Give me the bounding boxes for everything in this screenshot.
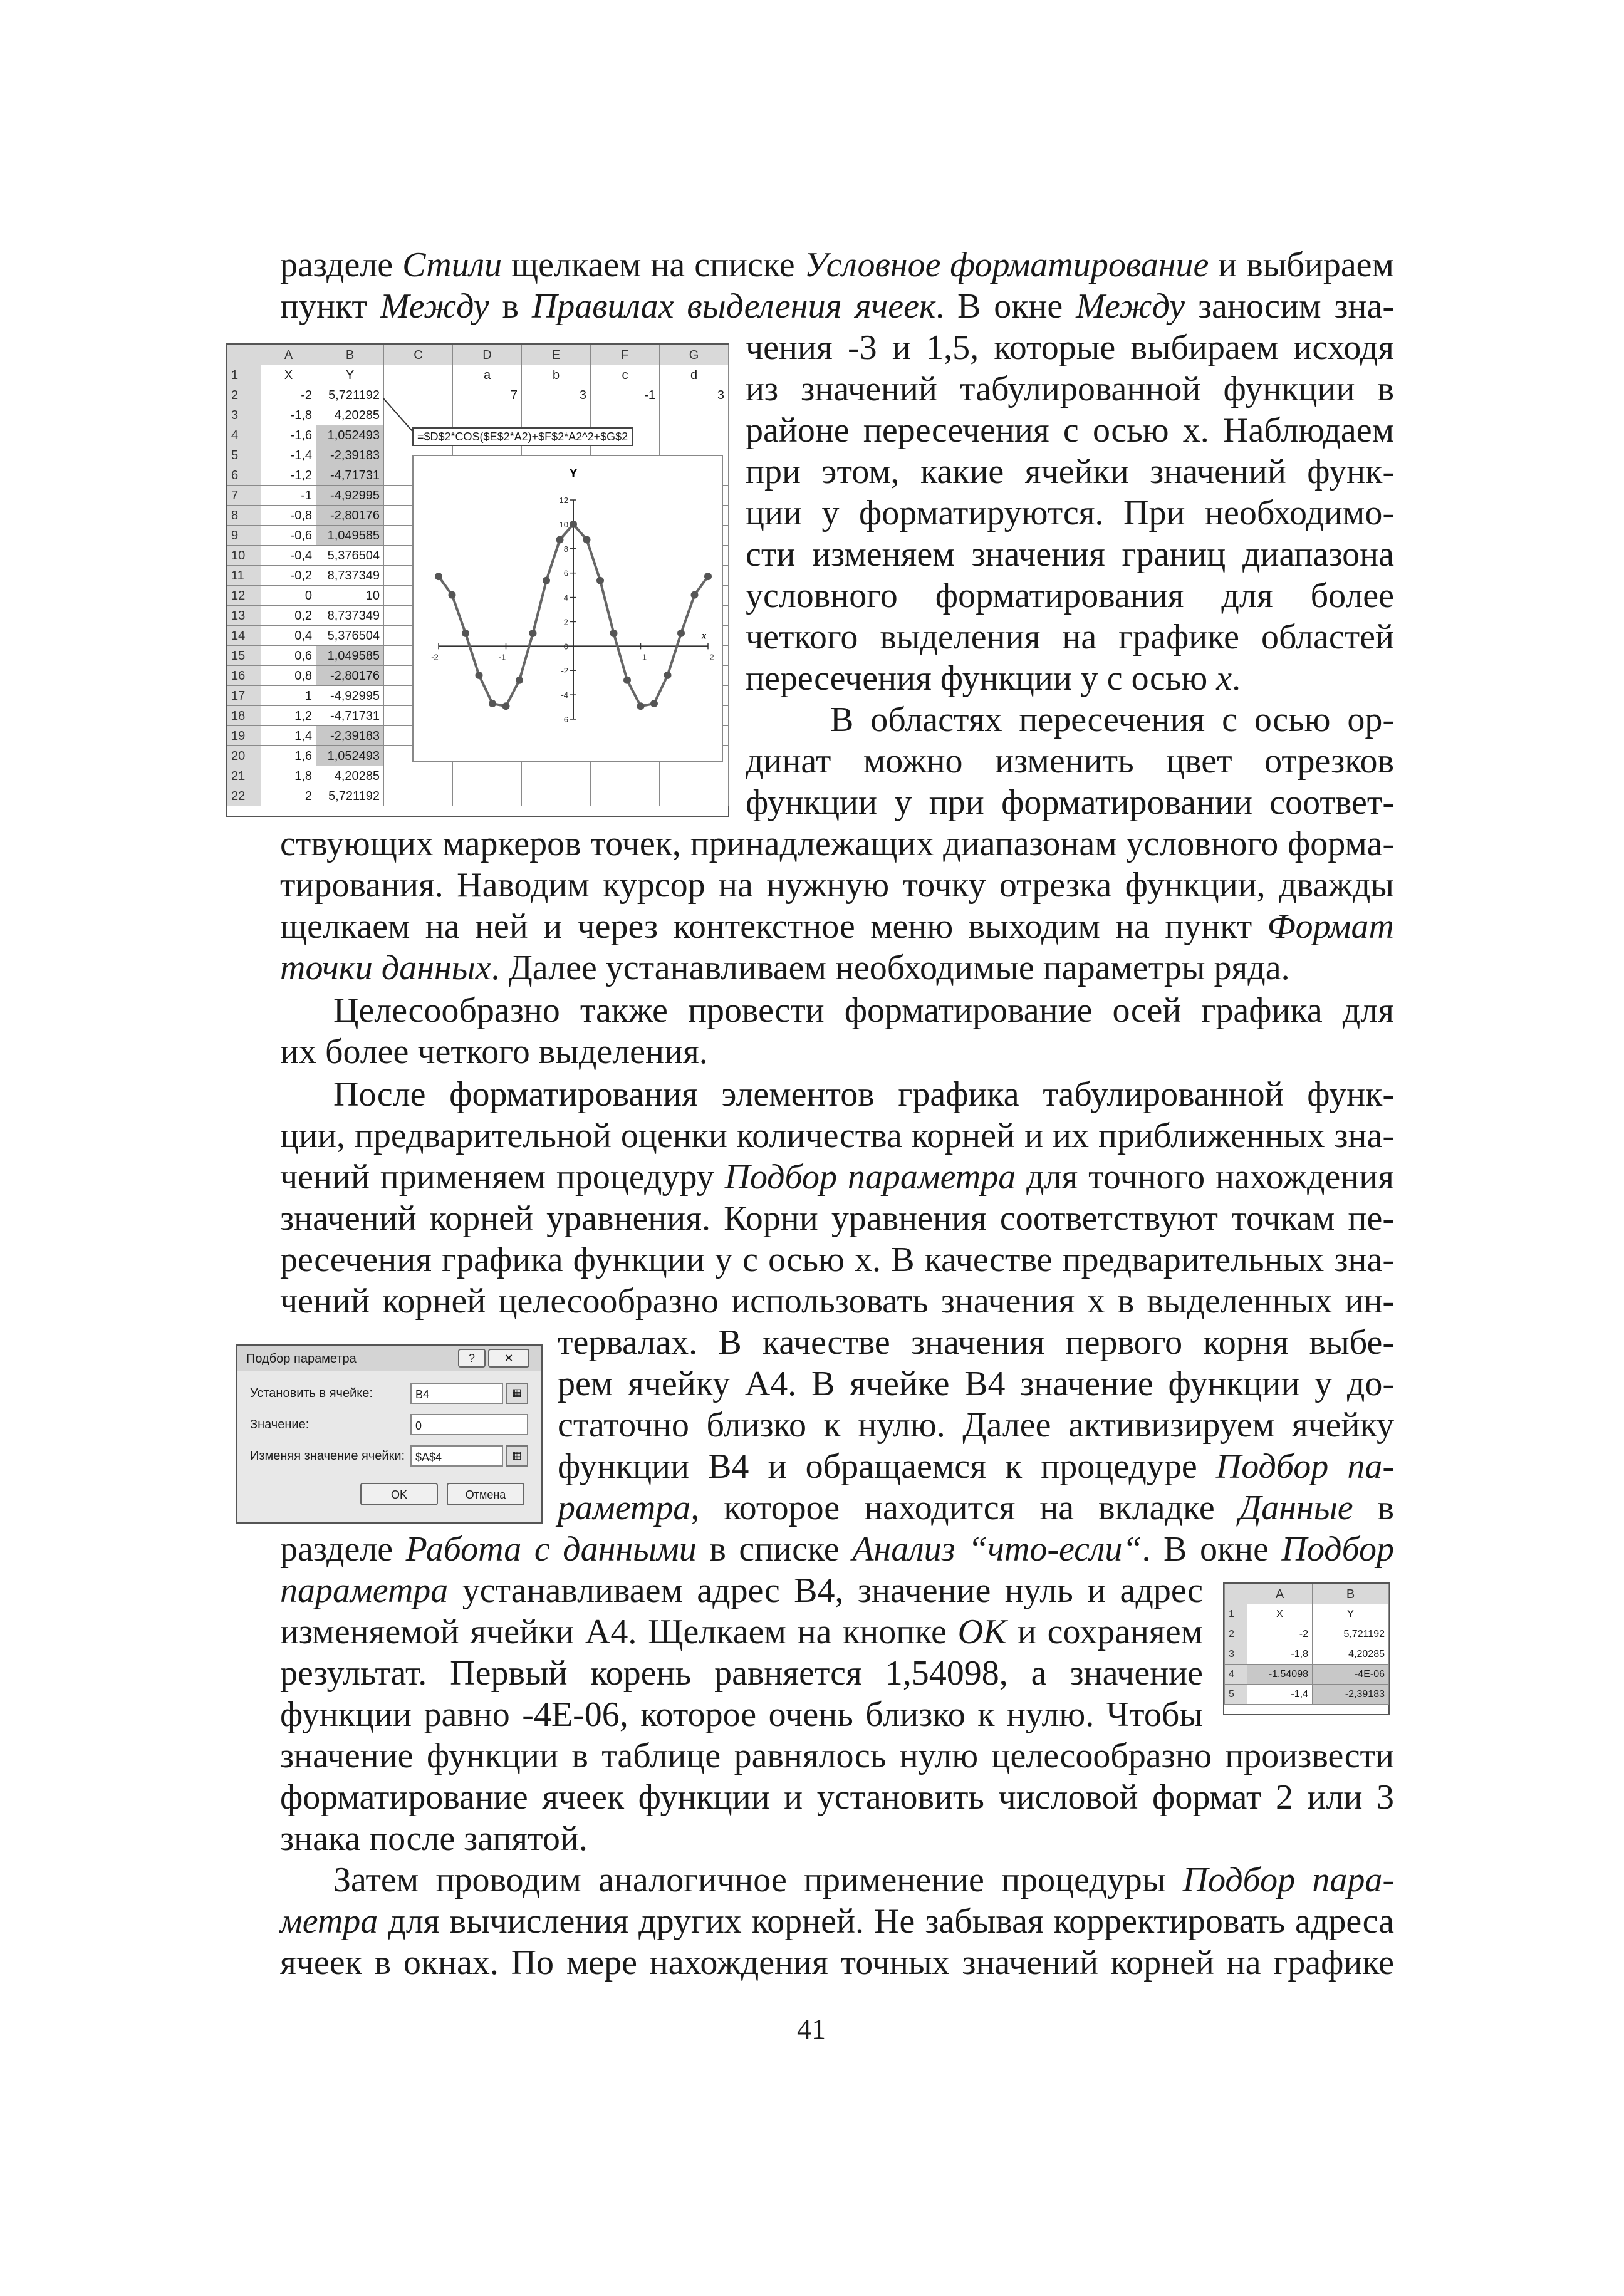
text-line: их более четкого выделения.: [280, 1032, 708, 1071]
cell[interactable]: d: [660, 365, 729, 385]
y-tick-label: 6: [563, 568, 568, 578]
cell[interactable]: -4,71731: [316, 465, 384, 486]
cell[interactable]: -1,4: [261, 445, 316, 465]
text-line: чений применяем процедуру Подбор параметра для точного нахождения: [280, 1158, 1395, 1197]
column-header[interactable]: B: [316, 345, 384, 365]
data-point: [529, 630, 537, 637]
row-header[interactable]: 19: [227, 726, 261, 746]
text-line: ции, предварительной оценки количества корней и их приближенных зна-: [280, 1116, 1394, 1155]
column-header[interactable]: F: [591, 345, 660, 365]
cell[interactable]: -1,8: [261, 405, 316, 425]
row-header[interactable]: 13: [227, 606, 261, 626]
text-line: точки данных. Далее устанавливаем необходимые параметры ряда.: [280, 948, 1290, 987]
cell[interactable]: 2: [261, 786, 316, 806]
cell[interactable]: 4,20285: [316, 766, 384, 786]
cell[interactable]: 1,6: [261, 746, 316, 766]
cell[interactable]: 5,721192: [316, 786, 384, 806]
y-tick-label: 8: [563, 544, 568, 554]
text-line: чений корней целесообразно использовать значения x в выделенных ин-: [280, 1282, 1394, 1321]
text-line: значений корней уравнения. Корни уравнения соответствуют точкам пе-: [280, 1199, 1394, 1238]
column-header[interactable]: [1225, 1584, 1247, 1604]
cell[interactable]: 8,737349: [316, 606, 384, 626]
row-header[interactable]: 12: [227, 586, 261, 606]
cell[interactable]: 1,052493: [316, 425, 384, 445]
goal-seek-dialog: [236, 1344, 543, 1524]
row-header[interactable]: 3: [1225, 1644, 1247, 1665]
cell[interactable]: -2: [1247, 1624, 1313, 1644]
cell[interactable]: Y: [1313, 1604, 1389, 1624]
data-point: [637, 702, 645, 710]
line-chart: [414, 456, 722, 761]
column-header[interactable]: A: [261, 345, 316, 365]
cell[interactable]: Y: [316, 365, 384, 385]
cell[interactable]: 4,20285: [316, 405, 384, 425]
text-line: раметра, которое находится на вкладке Данные в: [558, 1488, 1394, 1527]
chart-area: [412, 455, 723, 762]
text-line: параметра устанавливаем адрес B4, значение нуль и адрес: [280, 1571, 1203, 1610]
value-label: Значение:: [250, 1418, 310, 1431]
text-line: функции B4 и обращаемся к процедуре Подбор па-: [558, 1447, 1394, 1486]
y-tick-label: 12: [559, 496, 568, 505]
row-header[interactable]: 7: [227, 486, 261, 506]
x-tick-label: 2: [709, 652, 714, 662]
data-point: [610, 630, 618, 637]
cell[interactable]: -4E-06: [1313, 1665, 1389, 1685]
data-point: [650, 700, 658, 707]
y-tick-label: 2: [563, 617, 568, 627]
row-header[interactable]: 5: [227, 445, 261, 465]
text-line: условного форматирования для более: [746, 576, 1394, 615]
cell[interactable]: 1,8: [261, 766, 316, 786]
page-number: 41: [797, 2013, 826, 2045]
y-tick-label: -6: [561, 715, 568, 724]
text-line: пересечения функции y с осью x.: [746, 659, 1241, 698]
row-header[interactable]: 2: [227, 385, 261, 405]
text-line: знака после запятой.: [280, 1819, 588, 1858]
x-tick-label: -2: [431, 652, 439, 662]
cell[interactable]: -1,54098: [1247, 1665, 1313, 1685]
dialog-title: Подбор параметра: [237, 1346, 541, 1371]
data-point: [516, 677, 523, 684]
text-line: функции y при форматировании соответ-: [746, 783, 1394, 822]
row-header[interactable]: 15: [227, 646, 261, 666]
row-header[interactable]: 5: [1225, 1685, 1247, 1705]
row-header[interactable]: 22: [227, 786, 261, 806]
row-header[interactable]: 4: [227, 425, 261, 445]
set-cell-ref-icon[interactable]: ▦: [506, 1383, 528, 1404]
y-tick-label: 0: [563, 642, 568, 652]
data-point: [543, 577, 550, 584]
cell[interactable]: -0,8: [261, 506, 316, 526]
cell[interactable]: -1,8: [1247, 1644, 1313, 1665]
data-point: [664, 672, 672, 679]
set-cell-label: Установить в ячейке:: [250, 1386, 373, 1400]
data-point: [462, 630, 469, 637]
data-point: [570, 521, 577, 528]
row-header[interactable]: 17: [227, 686, 261, 706]
cell[interactable]: -1,2: [261, 465, 316, 486]
changing-cell-input[interactable]: $A$4: [410, 1445, 503, 1467]
cell[interactable]: -2,80176: [316, 506, 384, 526]
text-line: изменяемой ячейки A4. Щелкаем на кнопке ОК и сохраняем: [280, 1613, 1203, 1651]
cell[interactable]: -1,6: [261, 425, 316, 445]
text-line: чения -3 и 1,5, которые выбираем исходя: [746, 328, 1394, 367]
text-line: статочно близко к нулю. Далее активизируем ячейку: [558, 1406, 1394, 1445]
cell[interactable]: X: [261, 365, 316, 385]
text-line: После форматирования элементов графика табулированной функ-: [333, 1075, 1394, 1114]
chart-title: Y: [569, 467, 578, 480]
data-point: [691, 591, 699, 599]
column-header[interactable]: A: [1247, 1584, 1313, 1604]
text-line: функции равно -4Е-06, которое очень близко к нулю. Чтобы: [280, 1695, 1203, 1734]
text-line: разделе Работа с данными в списке Анализ “что-если“. В окне Подбор: [280, 1530, 1395, 1569]
formula-callout: =$D$2*COS($E$2*A2)+$F$2*A2^2+$G$2: [412, 427, 633, 446]
cell[interactable]: 3: [522, 385, 591, 405]
table-row: [1225, 1644, 1389, 1665]
x-axis-label: x: [702, 630, 707, 642]
cell[interactable]: 0,2: [261, 606, 316, 626]
cell[interactable]: -2,39183: [316, 445, 384, 465]
cancel-button[interactable]: Отмена: [447, 1483, 524, 1505]
cell[interactable]: b: [522, 365, 591, 385]
help-button[interactable]: ?: [458, 1349, 486, 1368]
text-line: тирования. Наводим курсор на нужную точку отрезка функции, дважды: [280, 866, 1394, 905]
cell[interactable]: -2,39183: [1313, 1685, 1389, 1705]
column-header[interactable]: C: [384, 345, 453, 365]
cell[interactable]: 3: [660, 385, 729, 405]
row-header[interactable]: 18: [227, 706, 261, 726]
text-line: ячеек в окнах. По мере нахождения точных значений корней на графике: [280, 1943, 1394, 1982]
cell[interactable]: -0,2: [261, 566, 316, 586]
cell[interactable]: -0,6: [261, 526, 316, 546]
data-point: [677, 630, 685, 637]
cell[interactable]: c: [591, 365, 660, 385]
x-tick-label: 1: [642, 652, 647, 662]
y-tick-label: -2: [561, 666, 568, 676]
row-header[interactable]: 3: [227, 405, 261, 425]
text-line: при этом, какие ячейки значений функ-: [746, 452, 1394, 491]
cell[interactable]: 1,2: [261, 706, 316, 726]
row-header[interactable]: 1: [227, 365, 261, 385]
small-spreadsheet-figure: [1223, 1582, 1390, 1715]
cell[interactable]: 5,721192: [1313, 1624, 1389, 1644]
text-line: форматирование ячеек функции и установить числовой формат 2 или 3: [280, 1778, 1394, 1817]
x-tick-label: -1: [498, 652, 506, 662]
cell[interactable]: 1,052493: [316, 746, 384, 766]
text-line: Затем проводим аналогичное применение процедуры Подбор пара-: [333, 1861, 1394, 1899]
row-header[interactable]: 4: [1225, 1665, 1247, 1685]
changing-cell-label: Изменяя значение ячейки:: [250, 1449, 405, 1463]
cell[interactable]: -2: [261, 385, 316, 405]
close-button[interactable]: ✕: [488, 1349, 529, 1368]
y-tick-label: 10: [559, 519, 568, 529]
text-line: разделе Стили щелкаем на списке Условное форматирование и выбираем: [280, 246, 1394, 284]
text-line: четкого выделения на графике областей: [746, 618, 1394, 657]
cell[interactable]: 7: [453, 385, 522, 405]
cell[interactable]: 1,049585: [316, 526, 384, 546]
table-row: [1225, 1685, 1389, 1705]
data-point: [623, 677, 631, 684]
cell[interactable]: 0,4: [261, 626, 316, 646]
cell[interactable]: 5,721192: [316, 385, 384, 405]
row-header[interactable]: 14: [227, 626, 261, 646]
column-header[interactable]: G: [660, 345, 729, 365]
cell[interactable]: -4,92995: [316, 686, 384, 706]
row-header[interactable]: 11: [227, 566, 261, 586]
text-line: значение функции в таблице равнялось нулю целесообразно произвести: [280, 1737, 1394, 1775]
cell[interactable]: -1,4: [1247, 1685, 1313, 1705]
cell[interactable]: 0,8: [261, 666, 316, 686]
table-row: [1225, 1665, 1389, 1685]
cell[interactable]: -2,80176: [316, 666, 384, 686]
ok-button[interactable]: OK: [360, 1483, 438, 1505]
row-header[interactable]: 1: [1225, 1604, 1247, 1624]
text-line: Целесообразно также провести форматирование осей графика для: [333, 991, 1394, 1030]
changing-cell-ref-icon[interactable]: ▦: [506, 1445, 528, 1467]
row-header[interactable]: 2: [1225, 1624, 1247, 1644]
cell[interactable]: 0,6: [261, 646, 316, 666]
cell[interactable]: 0: [261, 586, 316, 606]
data-point: [449, 591, 456, 599]
cell[interactable]: 1: [261, 686, 316, 706]
cell[interactable]: 5,376504: [316, 546, 384, 566]
text-line: ции y форматируются. При необходимо-: [746, 494, 1394, 532]
cell[interactable]: -1: [261, 486, 316, 506]
text-line: ствующих маркеров точек, принадлежащих диапазонам условного форма-: [280, 824, 1394, 863]
data-point: [556, 536, 564, 543]
column-header[interactable]: D: [453, 345, 522, 365]
row-header[interactable]: 9: [227, 526, 261, 546]
data-point: [476, 672, 483, 679]
data-point: [489, 700, 496, 707]
cell[interactable]: -4,71731: [316, 706, 384, 726]
value-input[interactable]: 0: [410, 1414, 528, 1435]
small-spreadsheet-grid: [1224, 1584, 1389, 1705]
cell[interactable]: 1,049585: [316, 646, 384, 666]
row-header[interactable]: 16: [227, 666, 261, 686]
data-point: [704, 573, 712, 580]
text-line: ресечения графика функции y с осью x. В качестве предварительных зна-: [280, 1240, 1394, 1279]
cell[interactable]: X: [1247, 1604, 1313, 1624]
row-header[interactable]: 10: [227, 546, 261, 566]
cell[interactable]: 5,376504: [316, 626, 384, 646]
text-line: метра для вычисления других корней. Не забывая корректировать адреса: [280, 1902, 1394, 1941]
cell[interactable]: -2,39183: [316, 726, 384, 746]
cell[interactable]: -4,92995: [316, 486, 384, 506]
table-row: [1225, 1604, 1389, 1624]
cell[interactable]: 4,20285: [1313, 1644, 1389, 1665]
text-line: В областях пересечения с осью ор-: [830, 700, 1394, 739]
cell[interactable]: -0,4: [261, 546, 316, 566]
data-point: [435, 573, 442, 580]
text-line: из значений табулированной функции в: [746, 370, 1394, 408]
cell[interactable]: 8,737349: [316, 566, 384, 586]
column-header[interactable]: E: [522, 345, 591, 365]
data-point: [583, 536, 591, 543]
text-line: динат можно изменить цвет отрезков: [746, 742, 1394, 781]
data-point: [502, 702, 510, 710]
row-header[interactable]: 21: [227, 766, 261, 786]
row-header[interactable]: 20: [227, 746, 261, 766]
cell[interactable]: a: [453, 365, 522, 385]
text-line: районе пересечения с осью x. Наблюдаем: [746, 411, 1394, 450]
cell[interactable]: 10: [316, 586, 384, 606]
text-line: результат. Первый корень равняется 1,54098, а значение: [280, 1654, 1203, 1693]
set-cell-input[interactable]: B4: [410, 1383, 503, 1404]
text-line: сти изменяем значения границ диапазона: [746, 535, 1394, 574]
data-point: [596, 577, 604, 584]
cell[interactable]: 1,4: [261, 726, 316, 746]
text-line: щелкаем на ней и через контекстное меню выходим на пункт Формат: [280, 907, 1394, 946]
text-line: тервалах. В качестве значения первого корня выбе-: [558, 1323, 1394, 1362]
cell[interactable]: -1: [591, 385, 660, 405]
y-tick-label: -4: [561, 690, 568, 700]
row-header[interactable]: 8: [227, 506, 261, 526]
column-header[interactable]: B: [1313, 1584, 1389, 1604]
row-header[interactable]: 6: [227, 465, 261, 486]
text-line: пункт Между в Правилах выделения ячеек. В окне Между заносим зна-: [280, 287, 1394, 326]
text-line: рем ячейку A4. В ячейке B4 значение функции y до-: [558, 1364, 1394, 1403]
y-tick-label: 4: [563, 593, 568, 603]
spreadsheet-figure: [226, 343, 729, 817]
table-row: [1225, 1624, 1389, 1644]
